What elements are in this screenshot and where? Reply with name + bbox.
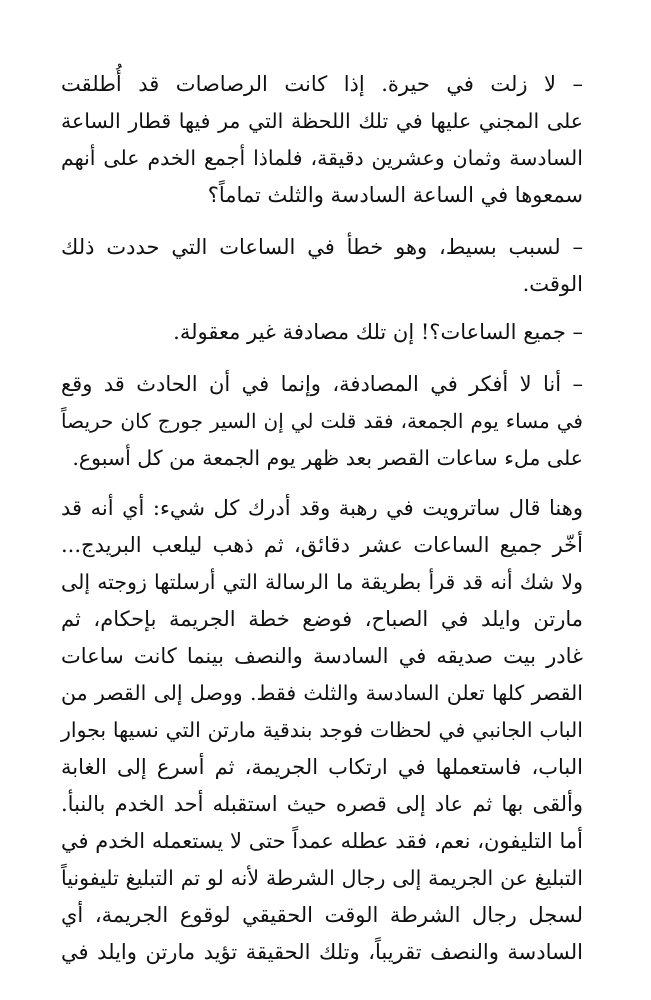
text-line: أخّر جميع الساعات عشر دقائق، ثم ذهب ليلعب البريدج... [61,533,583,557]
text-line: في مساء يوم الجمعة، فقد قلت لي إن السير جورج كان حريصاً [61,409,583,433]
text-line: السادسة والنصف تقريباً، وتلك الحقيقة تؤيد مارتن وايلد في [61,940,583,964]
text-line: سمعوها في الساعة السادسة والثلث تماماً؟ [207,183,583,207]
paragraph [61,366,583,477]
text-line: ولا شك أنه قد قرأ بطريقة ما الرسالة التي أرسلتها زوجته إلى [61,570,583,594]
text-line: التبليغ عن الجريمة إلى رجال الشرطة لأنه لو تم التبليغ تليفونياً [61,866,583,890]
text-line: الباب، فاستعملها في ارتكاب الجريمة، ثم أسرع إلى الغابة [61,755,583,779]
text-line: وهنا قال ساترويت في رهبة وقد أدرك كل شيء: أي أنه قد [61,496,583,520]
text-line: – لسبب بسيط، وهو خطأ في الساعات التي حددت ذلك [61,235,583,259]
paragraph [61,66,583,214]
text-line: أما التليفون، نعم، فقد عطله عمداً حتى لا يستعمله الخدم في [61,829,583,853]
text-line: مارتن وايلد في الصباح، فوضع خطة الجريمة بإحكام، ثم [61,607,583,631]
text-line: غادر بيت صديقه في السادسة والنصف بينما كانت ساعات [61,644,583,668]
text-line: – جميع الساعات؟! إن تلك مصادفة غير معقولة. [173,320,583,344]
paragraph [61,229,583,303]
text-line: – أنا لا أفكر في المصادفة، وإنما في أن الحادث قد وقع [61,372,584,396]
paragraph [61,314,583,351]
text-line: وألقى بها ثم عاد إلى قصره حيث استقبله أحد الخدم بالنبأ. [61,792,583,816]
text-line: القصر كلها تعلن السادسة والثلث فقط. ووصل إلى القصر من [61,681,583,705]
text-line: الوقت. [522,272,583,296]
text-line: على ملء ساعات القصر بعد ظهر يوم الجمعة من كل أسبوع. [72,446,583,470]
text-line: – لا زلت في حيرة. إذا كانت الرصاصات قد أُطلقت [61,72,583,96]
text-line: على المجني عليها في تلك اللحظة التي مر فيها قطار الساعة [61,109,583,133]
text-line: السادسة وثمان وعشرين دقيقة، فلماذا أجمع الخدم على أنهم [61,146,583,170]
text-line: لسجل رجال الشرطة الوقت الحقيقي لوقوع الجريمة، أي [61,903,583,927]
text-line: الباب الجانبي في لحظات فوجد بندقية مارتن التي نسيها بجوار [61,718,584,742]
paragraph [61,490,583,971]
